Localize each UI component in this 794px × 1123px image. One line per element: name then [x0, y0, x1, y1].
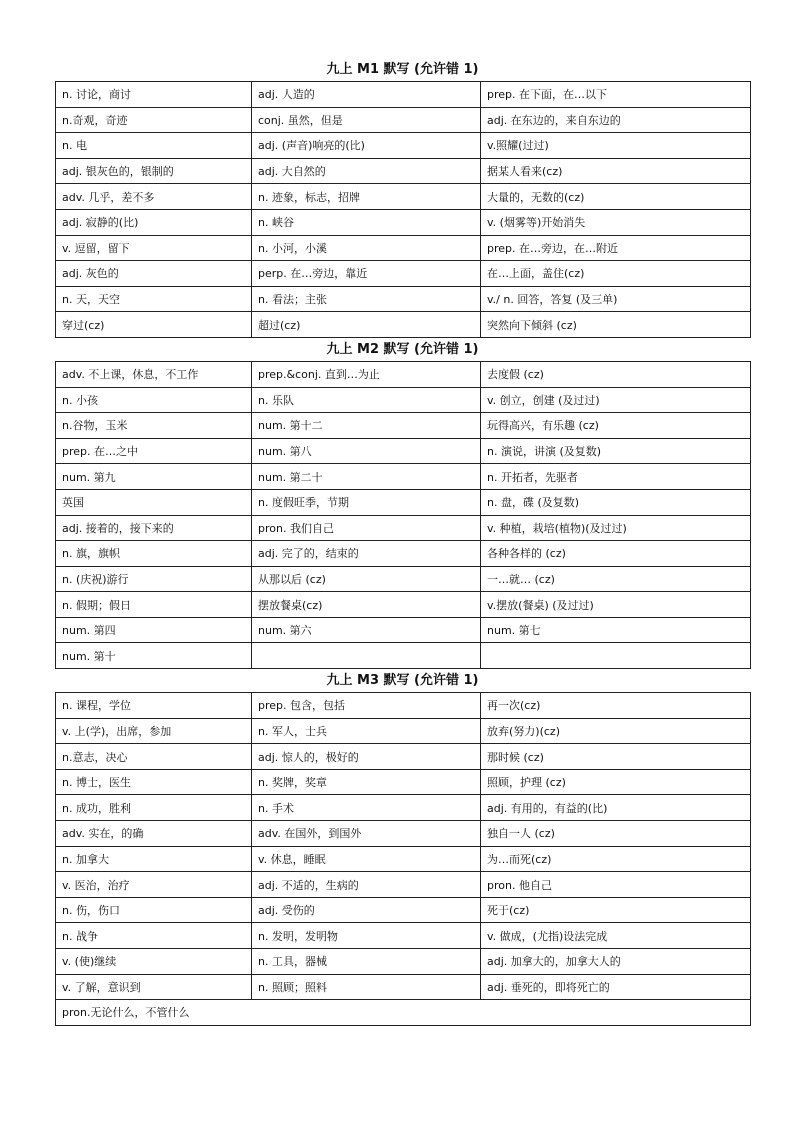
vocab-cell: 据某人看来(cz) [481, 158, 751, 184]
table-row [56, 795, 751, 821]
vocab-cell: adj. 受伤的 [252, 897, 481, 923]
vocab-cell: n. 假期；假日 [56, 592, 252, 618]
table-row [56, 261, 751, 287]
vocab-cell: 大量的，无数的(cz) [481, 184, 751, 210]
vocab-cell: pron.无论什么，不管什么 [56, 1000, 751, 1026]
vocab-cell: adv. 实在，的确 [56, 821, 252, 847]
vocab-cell: 那时候 (cz) [481, 744, 751, 770]
table-row [56, 923, 751, 949]
vocab-cell: 英国 [56, 489, 252, 515]
vocab-cell: 超过(cz) [252, 312, 481, 338]
vocab-cell: adj. 垂死的，即将死亡的 [481, 974, 751, 1000]
table-row [56, 235, 751, 261]
table-row [56, 312, 751, 338]
vocab-cell: v. 医治，治疗 [56, 872, 252, 898]
vocab-cell: adj. 银灰色的，银制的 [56, 158, 252, 184]
vocab-cell: adj. 灰色的 [56, 261, 252, 287]
vocab-cell: n. 峡谷 [252, 209, 481, 235]
section-title: 九上 M1 默写 (允许错 1) [326, 62, 479, 77]
vocab-cell: adj. 有用的，有益的(比) [481, 795, 751, 821]
vocab-cell: num. 第七 [481, 617, 751, 643]
vocab-cell: adj. 大自然的 [252, 158, 481, 184]
table-row [56, 541, 751, 567]
vocab-cell [252, 643, 481, 669]
vocab-cell: num. 第十 [56, 643, 252, 669]
vocab-cell: n. 演说，讲演 (及复数) [481, 438, 751, 464]
vocab-cell: 从那以后 (cz) [252, 566, 481, 592]
vocab-cell: num. 第八 [252, 438, 481, 464]
vocab-table [55, 81, 751, 338]
vocab-cell: 玩得高兴，有乐趣 (cz) [481, 413, 751, 439]
vocab-cell: v. 了解，意识到 [56, 974, 252, 1000]
vocab-cell: 各种各样的 (cz) [481, 541, 751, 567]
table-row [56, 107, 751, 133]
table-row [56, 769, 751, 795]
vocab-cell: v. (使)继续 [56, 949, 252, 975]
table-row [56, 133, 751, 159]
sections-container [55, 58, 750, 1026]
table-row [56, 209, 751, 235]
table-row [56, 617, 751, 643]
vocab-cell: v. 上(学)，出席，参加 [56, 718, 252, 744]
table-row [56, 413, 751, 439]
vocab-cell: n. 伤，伤口 [56, 897, 252, 923]
vocab-cell: v.摆放(餐桌) (及过过) [481, 592, 751, 618]
vocab-cell: n. 照顾；照料 [252, 974, 481, 1000]
table-row [56, 592, 751, 618]
table-row [56, 897, 751, 923]
table-row [56, 82, 751, 108]
vocab-cell: n. 加拿大 [56, 846, 252, 872]
vocab-cell: pron. 他自己 [481, 872, 751, 898]
vocab-cell: n. 小孩 [56, 387, 252, 413]
vocab-table [55, 692, 751, 1026]
vocab-cell: n. 电 [56, 133, 252, 159]
vocab-cell: prep. 在…之中 [56, 438, 252, 464]
vocab-cell: num. 第四 [56, 617, 252, 643]
vocab-cell: v. (烟雾等)开始消失 [481, 209, 751, 235]
table-row [56, 438, 751, 464]
vocab-cell: n. 奖牌，奖章 [252, 769, 481, 795]
vocab-cell: num. 第二十 [252, 464, 481, 490]
vocab-cell: pron. 我们自己 [252, 515, 481, 541]
vocab-cell: 去度假 (cz) [481, 361, 751, 387]
vocab-cell: n. 乐队 [252, 387, 481, 413]
vocab-cell: adj. (声音)响亮的(比) [252, 133, 481, 159]
vocab-cell: adj. 接着的，接下来的 [56, 515, 252, 541]
table-row [56, 464, 751, 490]
vocab-cell [481, 643, 751, 669]
vocab-cell: n.奇观，奇迹 [56, 107, 252, 133]
vocab-cell: 死于(cz) [481, 897, 751, 923]
vocab-cell: adj. 在东边的，来自东边的 [481, 107, 751, 133]
vocab-cell: conj. 虽然，但是 [252, 107, 481, 133]
vocab-cell: n. 发明，发明物 [252, 923, 481, 949]
vocab-cell: n. 博士，医生 [56, 769, 252, 795]
worksheet [55, 58, 750, 1026]
vocab-cell: adv. 几乎，差不多 [56, 184, 252, 210]
vocab-cell: adv. 在国外，到国外 [252, 821, 481, 847]
vocab-cell: num. 第六 [252, 617, 481, 643]
vocab-cell: v. 做成，(尤指)设法完成 [481, 923, 751, 949]
vocab-cell: adj. 不适的，生病的 [252, 872, 481, 898]
vocab-cell: n. 天，天空 [56, 286, 252, 312]
vocab-cell: adv. 不上课，休息，不工作 [56, 361, 252, 387]
vocab-cell: 摆放餐桌(cz) [252, 592, 481, 618]
table-row [56, 361, 751, 387]
vocab-cell: n. (庆祝)游行 [56, 566, 252, 592]
vocab-cell: n. 课程，学位 [56, 693, 252, 719]
vocab-cell: prep. 在下面，在…以下 [481, 82, 751, 108]
vocab-cell: 在…上面，盖住(cz) [481, 261, 751, 287]
vocab-cell: n. 成功，胜利 [56, 795, 252, 821]
vocab-cell: 放弃(努力)(cz) [481, 718, 751, 744]
vocab-cell: n. 看法；主张 [252, 286, 481, 312]
vocab-cell: 一…就… (cz) [481, 566, 751, 592]
table-row [56, 974, 751, 1000]
vocab-cell: n. 手术 [252, 795, 481, 821]
table-row [56, 846, 751, 872]
vocab-cell: n.意志，决心 [56, 744, 252, 770]
vocab-cell: n.谷物，玉米 [56, 413, 252, 439]
vocab-cell: num. 第九 [56, 464, 252, 490]
table-row [56, 286, 751, 312]
vocab-cell: 突然向下倾斜 (cz) [481, 312, 751, 338]
vocab-cell: n. 度假旺季，节期 [252, 489, 481, 515]
vocab-cell: 为…而死(cz) [481, 846, 751, 872]
table-row [56, 184, 751, 210]
vocab-cell: adj. 寂静的(比) [56, 209, 252, 235]
vocab-cell: n. 战争 [56, 923, 252, 949]
section-title: 九上 M2 默写 (允许错 1) [326, 341, 479, 357]
vocab-cell: n. 小河，小溪 [252, 235, 481, 261]
vocab-cell: n. 讨论，商讨 [56, 82, 252, 108]
table-row [56, 387, 751, 413]
vocab-cell: n. 开拓者，先驱者 [481, 464, 751, 490]
vocab-cell: 穿过(cz) [56, 312, 252, 338]
vocab-cell: v./ n. 回答，答复 (及三单) [481, 286, 751, 312]
vocab-cell: perp. 在…旁边，靠近 [252, 261, 481, 287]
vocab-cell: adj. 人造的 [252, 82, 481, 108]
vocab-cell: n. 军人，士兵 [252, 718, 481, 744]
table-row [56, 489, 751, 515]
table-row [56, 872, 751, 898]
vocab-cell: 再一次(cz) [481, 693, 751, 719]
table-row [56, 693, 751, 719]
table-row [56, 643, 751, 669]
vocab-cell: adj. 惊人的，极好的 [252, 744, 481, 770]
vocab-cell: 照顾，护理 (cz) [481, 769, 751, 795]
vocab-cell: adj. 加拿大的，加拿大人的 [481, 949, 751, 975]
section-title: 九上 M3 默写 (允许错 1) [326, 673, 479, 689]
vocab-cell: n. 工具，器械 [252, 949, 481, 975]
table-row [56, 158, 751, 184]
table-row [56, 821, 751, 847]
vocab-cell: adj. 完了的，结束的 [252, 541, 481, 567]
table-row [56, 718, 751, 744]
vocab-cell: v. 创立，创建 (及过过) [481, 387, 751, 413]
table-row [56, 566, 751, 592]
vocab-cell: 独自一人 (cz) [481, 821, 751, 847]
table-row [56, 515, 751, 541]
vocab-cell: v. 逗留，留下 [56, 235, 252, 261]
vocab-cell: prep. 包含，包括 [252, 693, 481, 719]
vocab-cell: prep.&conj. 直到…为止 [252, 361, 481, 387]
vocab-cell: n. 迹象，标志，招牌 [252, 184, 481, 210]
vocab-cell: v.照耀(过过) [481, 133, 751, 159]
table-row [56, 1000, 751, 1026]
table-row [56, 744, 751, 770]
vocab-cell: v. 种植，栽培(植物)(及过过) [481, 515, 751, 541]
vocab-cell: v. 休息，睡眠 [252, 846, 481, 872]
table-row [56, 949, 751, 975]
vocab-cell: n. 盘，碟 (及复数) [481, 489, 751, 515]
vocab-cell: n. 旗，旗帜 [56, 541, 252, 567]
vocab-table [55, 361, 751, 669]
vocab-cell: prep. 在…旁边，在…附近 [481, 235, 751, 261]
vocab-cell: num. 第十二 [252, 413, 481, 439]
